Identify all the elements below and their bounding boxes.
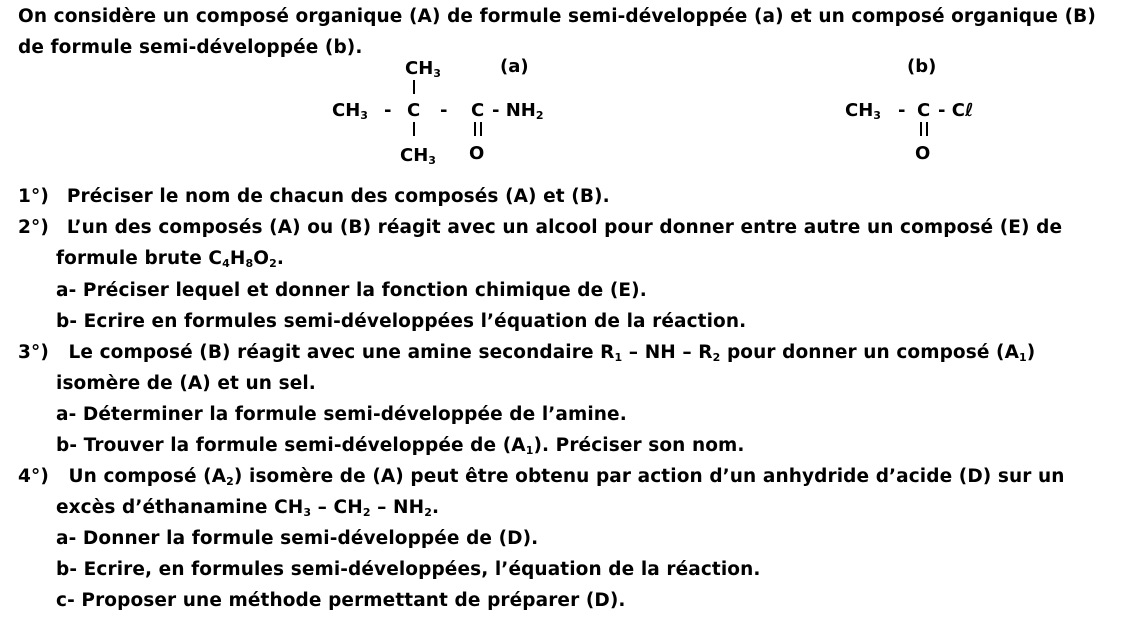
- question-3-continuation: isomère de (A) et un sel.: [56, 373, 316, 394]
- question-3b: b- Trouver la formule semi-développée de $(A_1)$. Préciser son nom.: [56, 435, 745, 457]
- question-4: 4°) Un composé $(A_2)$ isomère de (A) peut être obtenu par action d’un anhydride d’acide (D) sur un: [18, 466, 1065, 488]
- molecule-a-left-methyl: $CH_3$: [332, 100, 368, 122]
- question-4c-label: c-: [56, 590, 75, 611]
- question-2b-text: Ecrire en formules semi-développées l’équation de la réaction.: [83, 311, 747, 332]
- question-3b-label: b-: [56, 435, 78, 456]
- molecule-a-oxygen: O: [469, 143, 485, 164]
- molecule-a-top-methyl: $CH_3$: [405, 58, 441, 80]
- molecule-b-oxygen: O: [915, 143, 931, 164]
- question-4b-label: b-: [56, 559, 78, 580]
- question-1-number: 1°): [18, 186, 49, 207]
- question-2: [18, 217, 1062, 238]
- question-2-number: 2°): [18, 217, 49, 238]
- question-2-continuation: formule brute $C_4H_8O_2$.: [56, 248, 284, 270]
- molecule-a-amide-group: - $NH_2$: [492, 100, 544, 122]
- question-4a-label: a-: [56, 528, 77, 549]
- molecule-a-bottom-methyl: $CH_3$: [400, 145, 436, 167]
- molecule-b-label: (b): [907, 56, 937, 77]
- molecule-b-bond-1: -: [898, 100, 906, 121]
- molecule-a-top-bond: [413, 80, 415, 94]
- molecule-b-methyl: $CH_3$: [845, 100, 881, 122]
- question-2a-label: a-: [56, 280, 77, 301]
- question-4b-text: Ecrire, en formules semi-développées, l’équation de la réaction.: [83, 559, 761, 580]
- molecule-a-bond-2: -: [440, 100, 448, 121]
- molecule-a-double-bond-left: [474, 122, 476, 136]
- molecule-a-quaternary-carbon: C: [407, 100, 421, 121]
- molecule-b-double-bond-left: [920, 122, 922, 136]
- question-4c-text: Proposer une méthode permettant de préparer (D).: [81, 590, 626, 611]
- question-2b: [56, 311, 746, 332]
- question-2a-text: Préciser lequel et donner la fonction chimique de (E).: [82, 280, 647, 301]
- question-3-number: 3°): [18, 342, 49, 363]
- intro-line-2: de formule semi-développée (b).: [18, 37, 363, 58]
- molecule-b-double-bond-right: [926, 122, 928, 136]
- question-4a-text: Donner la formule semi-développée de (D).: [82, 528, 539, 549]
- molecule-a-label: (a): [500, 56, 529, 77]
- question-1-text: Préciser le nom de chacun des composés (A) et (B).: [66, 186, 610, 207]
- question-2a: [56, 280, 647, 301]
- molecule-a-bond-1: -: [384, 100, 392, 121]
- question-4-number: 4°): [18, 466, 49, 487]
- molecule-b-chlorine: - Cℓ: [938, 100, 974, 121]
- question-4c: [56, 590, 626, 611]
- question-3a-label: a-: [56, 404, 77, 425]
- question-2-text: L’un des composés (A) ou (B) réagit avec un alcool pour donner entre autre un composé (E) de: [66, 217, 1063, 238]
- question-3a: [56, 404, 627, 425]
- question-2b-label: b-: [56, 311, 78, 332]
- question-1: [18, 186, 610, 207]
- question-4b: [56, 559, 761, 580]
- intro-line-1: On considère un composé organique (A) de formule semi-développée (a) et un composé organique (B): [18, 6, 1096, 27]
- molecule-a-double-bond-right: [480, 122, 482, 136]
- question-4-continuation: excès d’éthanamine $CH_3 - CH_2 - NH_2$.: [56, 497, 440, 519]
- molecule-b-carbonyl-carbon: C: [917, 100, 931, 121]
- molecule-a-carbonyl-carbon: C: [471, 100, 485, 121]
- question-3a-text: Déterminer la formule semi-développée de l’amine.: [82, 404, 627, 425]
- molecule-a-bottom-bond: [413, 122, 415, 136]
- question-3: 3°) Le composé (B) réagit avec une amine secondaire $R_1$ – NH – $R_2$ pour donner un composé $(A_1)$: [18, 342, 1036, 364]
- question-4a: [56, 528, 538, 549]
